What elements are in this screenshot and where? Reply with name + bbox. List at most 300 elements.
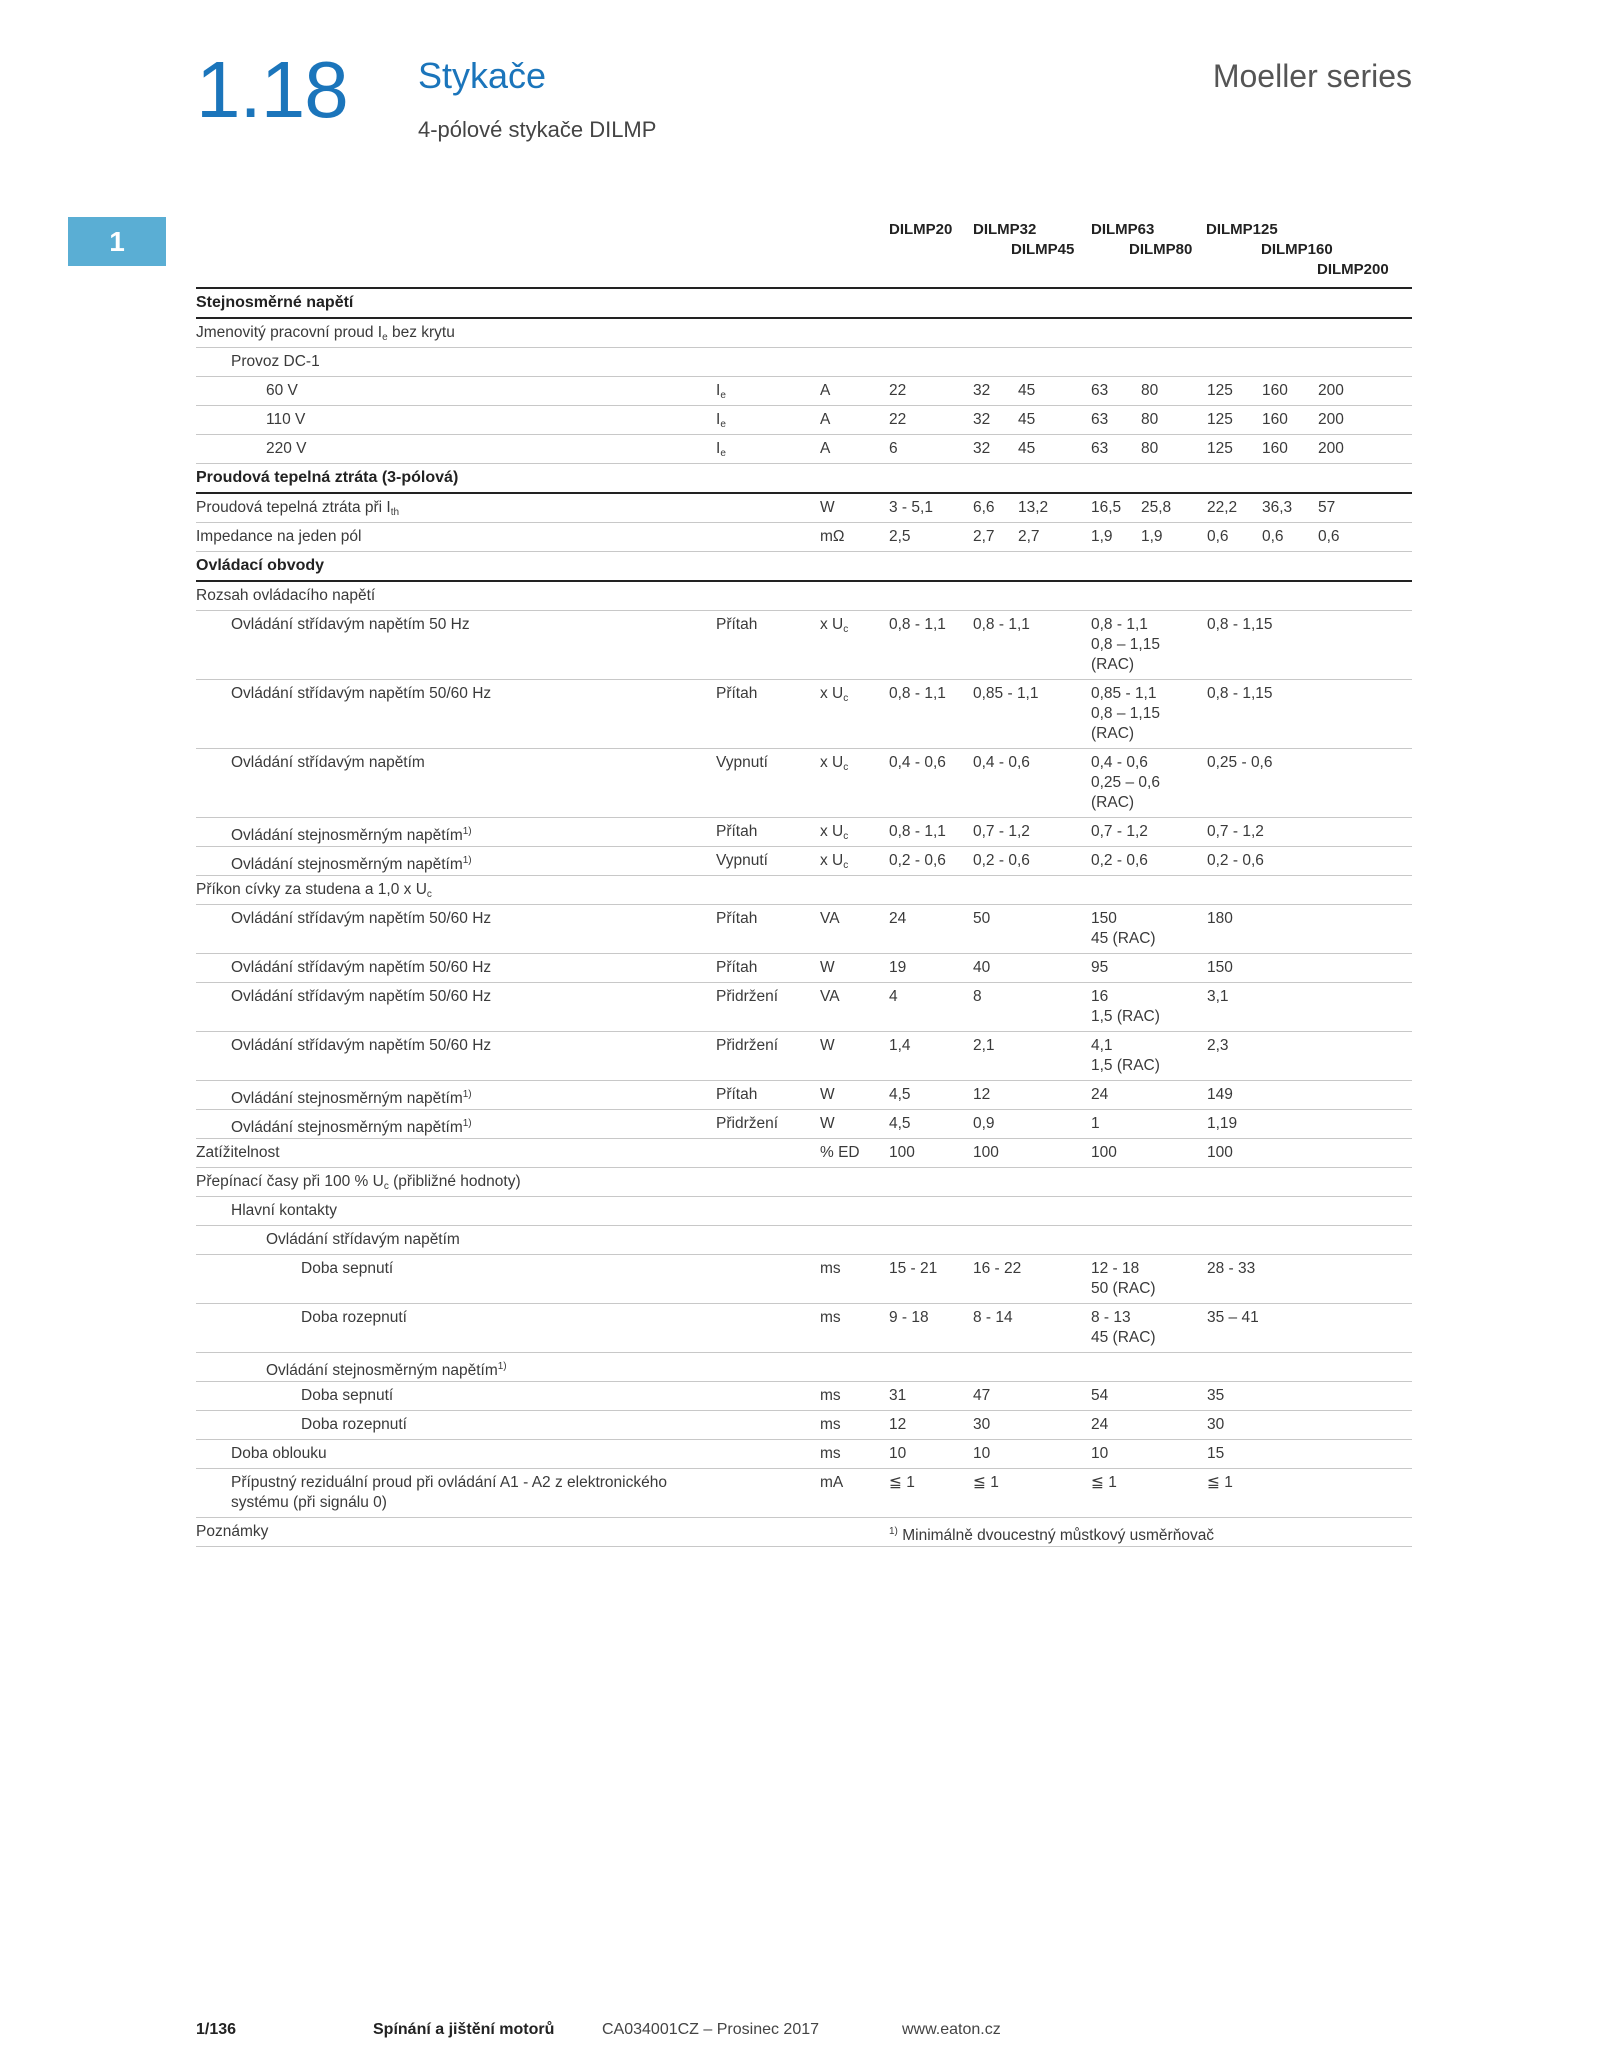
row-label [196,1172,521,1197]
label-superscript: 1) [462,1089,472,1100]
row-label-text: Ovládání stejnosměrným napětím [231,827,463,844]
value-cell: 1,4 [889,1037,911,1054]
row-label [196,586,375,606]
row-label-text: Přípustný reziduální proud při ovládání A1 - A2 z elektronického systému (při signálu 0) [231,1474,667,1511]
row-label [196,1143,280,1163]
column-header-dilmp125: DILMP125 [1206,221,1278,238]
unit-subscript: c [843,693,849,704]
row-label-text: Ovládání střídavým napětím 50/60 Hz [231,910,492,927]
row-label [231,822,472,846]
row-unit-text: A [820,440,831,457]
section-heading [196,468,458,488]
value-cell: 24 [1091,1416,1109,1433]
column-header-dilmp80: DILMP80 [1129,241,1193,258]
value-cell: 0,9 [973,1115,995,1132]
value-cell: 0,2 - 0,6 [1207,852,1264,869]
row-unit-text: W [820,1115,835,1132]
row-symbol [716,615,757,635]
value-cell: 15 - 21 [889,1260,938,1277]
table-row [196,435,1412,464]
value-cell: 50 [973,910,991,927]
value-cell: 150 [1207,959,1233,976]
row-label-text: Přepínací časy při 100 % U [196,1173,384,1190]
value-cell: ≦ 1 [1091,1474,1117,1491]
row-unit-text: ms [820,1387,841,1404]
row-label-text: Příkon cívky za studena a 1,0 x U [196,881,427,898]
value-cell: 10 [889,1445,907,1462]
row-symbol-text: Přidržení [716,1115,779,1132]
row-symbol-text: Přítah [716,1086,758,1103]
row-label-text: Ovládání stejnosměrným napětím [231,1090,463,1107]
value-cell: ≦ 1 [973,1474,999,1491]
row-label-text: 60 V [266,382,298,399]
table-row [196,523,1412,552]
row-label [266,439,307,459]
row-unit [820,1036,835,1056]
value-cell: 31 [889,1387,907,1404]
column-header-dilmp200: DILMP200 [1317,261,1389,278]
row-symbol [716,909,757,929]
row-label [231,1114,472,1138]
row-label-text: Impedance na jeden pól [196,528,362,545]
row-unit [820,1444,841,1464]
value-cell: 150 45 (RAC) [1091,910,1156,947]
row-label-text: Doba rozepnutí [301,1416,407,1433]
value-cell: 0,85 - 1,1 [973,685,1039,702]
table-row [196,348,1412,377]
table-row [196,954,1412,983]
value-cell: 160 [1262,440,1288,457]
value-cell: 12 [889,1416,907,1433]
table-row [196,1255,1412,1304]
row-label-text: Zatížitelnost [196,1144,280,1161]
value-cell: 6 [889,440,898,457]
column-header-dilmp63: DILMP63 [1091,221,1155,238]
row-label [231,1085,472,1109]
row-unit-text: W [820,959,835,976]
value-cell: 0,2 - 0,6 [889,852,946,869]
row-unit [820,527,845,547]
table-row [196,319,1412,348]
value-cell: 2,1 [973,1037,995,1054]
row-symbol [716,1036,778,1056]
row-label [266,1230,460,1250]
row-unit [820,1473,843,1493]
label-subscript: e [382,332,388,343]
value-cell: 12 - 18 50 (RAC) [1091,1260,1156,1297]
value-cell: 16 - 22 [973,1260,1022,1277]
row-unit-text: mΩ [820,528,845,545]
row-symbol [716,987,778,1007]
notes-row [196,1518,1412,1547]
value-cell: 180 [1207,910,1233,927]
row-label [231,987,491,1007]
row-symbol [716,381,726,406]
label-subscript: th [390,507,400,518]
footer-title: Spínání a jištění motorů [373,2021,555,2038]
table-row [196,611,1412,680]
value-cell: 15 [1207,1445,1225,1462]
note-body: Minimálně dvoucestný můstkový usměrňovač [897,1527,1215,1544]
unit-subscript: c [843,762,849,773]
row-label-text: Rozsah ovládacího napětí [196,587,376,604]
row-label [231,1444,327,1464]
row-unit [820,1308,841,1328]
value-cell: 200 [1318,440,1344,457]
table-row [196,1440,1412,1469]
symbol-subscript: e [720,419,726,430]
row-symbol-text: Přidržení [716,1037,779,1054]
row-unit [820,958,835,978]
row-symbol [716,822,757,842]
value-cell: 200 [1318,411,1344,428]
value-cell: 0,2 - 0,6 [1091,852,1148,869]
table-row [196,1304,1412,1353]
table-row [196,377,1412,406]
value-cell: 0,8 - 1,15 [1207,685,1273,702]
table-row [196,1226,1412,1255]
section-row [196,552,1412,582]
row-unit [820,1386,841,1406]
row-symbol [716,851,768,871]
row-unit [820,498,835,518]
table-row [196,1168,1412,1197]
value-cell: 200 [1318,382,1344,399]
value-cell: 40 [973,959,991,976]
value-cell: 0,8 - 1,1 0,8 – 1,15 (RAC) [1091,616,1160,673]
row-label-text: Ovládání střídavým napětím 50/60 Hz [231,685,492,702]
row-label-text: Doba oblouku [231,1445,327,1462]
value-cell: ≦ 1 [1207,1474,1233,1491]
row-label-text: Ovládání střídavým napětím [266,1231,460,1248]
value-cell: 63 [1091,411,1109,428]
label-subscript: c [426,889,432,900]
label-superscript: 1) [462,826,472,837]
row-unit-text: VA [820,988,840,1005]
row-label-text: Poznámky [196,1523,269,1540]
row-label-text: Jmenovitý pracovní proud I [196,324,383,341]
value-cell: 35 – 41 [1207,1309,1259,1326]
value-cell: 32 [973,440,991,457]
value-cell: 80 [1141,440,1159,457]
row-label [231,958,491,978]
value-cell: 0,6 [1318,528,1340,545]
row-label-suffix: (přibližné hodnoty) [388,1173,521,1190]
value-cell: 1,9 [1091,528,1113,545]
value-cell: 100 [889,1144,915,1161]
section-heading [196,293,353,313]
table-row [196,847,1412,876]
value-cell: 25,8 [1141,499,1172,516]
value-cell: 0,6 [1207,528,1229,545]
footer-website: www.eaton.cz [902,2021,1001,2038]
label-superscript: 1) [462,855,472,866]
symbol-subscript: e [720,390,726,401]
value-cell: 22 [889,382,907,399]
row-label [231,909,491,929]
value-cell: 6,6 [973,499,995,516]
value-cell: 10 [973,1445,991,1462]
table-row [196,1032,1412,1081]
row-symbol [716,410,726,435]
value-cell: ≦ 1 [889,1474,915,1491]
table-row [196,876,1412,905]
row-unit-text: ms [820,1445,841,1462]
table-row [196,983,1412,1032]
value-cell: 100 [1091,1144,1117,1161]
row-label-text: Ovládání střídavým napětím 50 Hz [231,616,470,633]
row-label-text: Ovládání střídavým napětím 50/60 Hz [231,959,492,976]
value-cell: 47 [973,1387,991,1404]
row-label-text: 220 V [266,440,307,457]
row-unit-text: W [820,1086,835,1103]
value-cell: 0,6 [1262,528,1284,545]
row-unit-text: x U [820,685,844,702]
row-label [196,880,432,905]
row-symbol [716,958,757,978]
row-label [266,1357,507,1381]
row-label-text: 110 V [266,411,306,428]
row-unit [820,410,830,430]
row-unit-text: mA [820,1474,844,1491]
value-cell: 1,9 [1141,528,1163,545]
value-cell: 0,8 - 1,15 [1207,616,1273,633]
unit-subscript: c [843,624,849,635]
value-cell: 4 [889,988,898,1005]
value-cell: 0,8 - 1,1 [973,616,1030,633]
row-label [231,1473,667,1513]
page-title: Stykače [418,55,547,96]
value-cell: 45 [1018,411,1036,428]
row-label [231,352,320,372]
row-symbol-text: Přítah [716,685,758,702]
table-row [196,680,1412,749]
row-label-text: Stejnosměrné napětí [196,294,354,311]
row-label [266,381,298,401]
row-label [231,753,425,773]
section-heading [196,556,324,576]
value-cell: 0,7 - 1,2 [1207,823,1264,840]
row-unit-text: A [820,382,831,399]
value-cell: 24 [889,910,907,927]
value-cell: 22,2 [1207,499,1238,516]
chapter-tab: 1 [68,217,166,266]
value-cell: 32 [973,382,991,399]
row-symbol-text: Přítah [716,823,758,840]
value-cell: 16,5 [1091,499,1122,516]
row-label [301,1415,407,1435]
value-cell: 0,2 - 0,6 [973,852,1030,869]
value-cell: 4,5 [889,1086,911,1103]
table-row [196,406,1412,435]
row-label-text: Doba rozepnutí [301,1309,407,1326]
value-cell: 2,7 [973,528,995,545]
value-cell: 8 - 14 [973,1309,1013,1326]
row-symbol-text: I [716,411,721,428]
value-cell: 16 1,5 (RAC) [1091,988,1160,1025]
value-cell: 35 [1207,1387,1225,1404]
row-label [231,1036,491,1056]
row-unit [820,1114,835,1134]
value-cell: 22 [889,411,907,428]
footer-catalog: CA034001CZ – Prosinec 2017 [602,2021,820,2038]
column-header-dilmp160: DILMP160 [1261,241,1333,258]
value-cell: 30 [973,1416,991,1433]
value-cell: 8 [973,988,982,1005]
value-cell: 32 [973,411,991,428]
value-cell: 0,4 - 0,6 [973,754,1030,771]
value-cell: 80 [1141,382,1159,399]
value-cell: 57 [1318,499,1336,516]
footer-page-number: 1/136 [196,2021,237,2038]
page-subtitle: 4-pólové stykače DILMP [418,117,657,142]
value-cell: 160 [1262,411,1288,428]
value-cell: 100 [1207,1144,1233,1161]
value-cell: 0,4 - 0,6 [889,754,946,771]
row-label-text: Doba sepnutí [301,1387,394,1404]
table-row [196,1411,1412,1440]
value-cell: 12 [973,1086,991,1103]
symbol-subscript: e [720,448,726,459]
value-cell: 36,3 [1262,499,1293,516]
value-cell: 0,7 - 1,2 [973,823,1030,840]
section-row [196,464,1412,494]
unit-subscript: c [843,860,849,871]
value-cell: 4,5 [889,1115,911,1132]
row-label [196,323,455,348]
value-cell: 2,7 [1018,528,1040,545]
value-cell: 63 [1091,382,1109,399]
table-row [196,1081,1412,1110]
note-superscript: 1) [889,1526,898,1537]
row-unit-text: % ED [820,1144,860,1161]
value-cell: 100 [973,1144,999,1161]
row-unit-text: W [820,1037,835,1054]
row-unit [820,851,848,876]
row-unit [820,1259,841,1279]
row-symbol-text: I [716,382,721,399]
value-cell: 0,8 - 1,1 [889,616,946,633]
row-unit-text: x U [820,754,844,771]
section-number: 1.18 [196,45,348,134]
row-label [301,1386,393,1406]
row-label [231,851,472,875]
value-cell: 9 - 18 [889,1309,929,1326]
row-label-text: Hlavní kontakty [231,1202,337,1219]
row-unit-text: ms [820,1309,841,1326]
row-unit-text: x U [820,852,844,869]
column-header-dilmp20: DILMP20 [889,221,953,238]
unit-subscript: c [843,831,849,842]
row-unit [820,909,840,929]
value-cell: 2,5 [889,528,911,545]
column-header-dilmp32: DILMP32 [973,221,1037,238]
row-symbol [716,439,726,464]
value-cell: 45 [1018,440,1036,457]
value-cell: 149 [1207,1086,1233,1103]
row-label-text: Proudová tepelná ztráta (3-pólová) [196,469,459,486]
value-cell: 3 - 5,1 [889,499,933,516]
value-cell: 28 - 33 [1207,1260,1256,1277]
value-cell: 24 [1091,1086,1109,1103]
value-cell: 95 [1091,959,1109,976]
value-cell: 13,2 [1018,499,1049,516]
row-label-text: Ovládání stejnosměrným napětím [231,856,463,873]
table-row [196,1469,1412,1518]
table-row [196,905,1412,954]
row-symbol-text: Vypnutí [716,754,768,771]
row-unit-text: x U [820,616,844,633]
row-label [231,684,491,704]
row-unit [820,439,830,459]
value-cell: 0,85 - 1,1 0,8 – 1,15 (RAC) [1091,685,1160,742]
row-label-text: Proudová tepelná ztráta při I [196,499,391,516]
value-cell: 30 [1207,1416,1225,1433]
value-cell: 0,8 - 1,1 [889,823,946,840]
value-cell: 80 [1141,411,1159,428]
value-cell: 54 [1091,1387,1109,1404]
row-label [231,1201,337,1221]
row-unit-text: x U [820,823,844,840]
table-row [196,494,1412,523]
table-row [196,1382,1412,1411]
value-cell: 125 [1207,440,1233,457]
value-cell: 0,8 - 1,1 [889,685,946,702]
table-row [196,1110,1412,1139]
table-row [196,1197,1412,1226]
row-unit [820,381,830,401]
value-cell: 125 [1207,411,1233,428]
row-unit [820,684,848,709]
row-label-suffix: bez krytu [387,324,455,341]
table-row [196,582,1412,611]
row-unit-text: W [820,499,835,516]
row-unit [820,753,848,778]
column-header-dilmp45: DILMP45 [1011,241,1075,258]
row-label-text: Ovládání stejnosměrným napětím [266,1362,498,1379]
row-symbol-text: Vypnutí [716,852,768,869]
row-unit [820,822,848,847]
row-label-text: Ovládání střídavým napětím [231,754,425,771]
row-label [196,1522,268,1542]
row-symbol-text: Přítah [716,616,758,633]
row-symbol [716,1085,757,1105]
row-symbol [716,1114,778,1134]
section-row [196,287,1412,319]
value-cell: 125 [1207,382,1233,399]
row-unit [820,987,840,1007]
row-label-text: Ovládání střídavým napětím 50/60 Hz [231,988,492,1005]
row-symbol-text: Přítah [716,959,758,976]
row-label [301,1259,393,1279]
spec-table [196,287,1412,1547]
row-unit [820,1143,860,1163]
row-symbol-text: Přidržení [716,988,779,1005]
table-row [196,749,1412,818]
row-symbol [716,753,768,773]
value-cell: 2,3 [1207,1037,1229,1054]
value-cell: 0,4 - 0,6 0,25 – 0,6 (RAC) [1091,754,1160,811]
row-label-text: Ovládací obvody [196,557,325,574]
row-label [231,615,470,635]
value-cell: 0,25 - 0,6 [1207,754,1273,771]
row-unit [820,1085,835,1105]
value-cell: 1 [1091,1115,1100,1132]
row-unit [820,1415,841,1435]
value-cell: 19 [889,959,907,976]
row-label [266,410,305,430]
row-label [196,527,361,547]
